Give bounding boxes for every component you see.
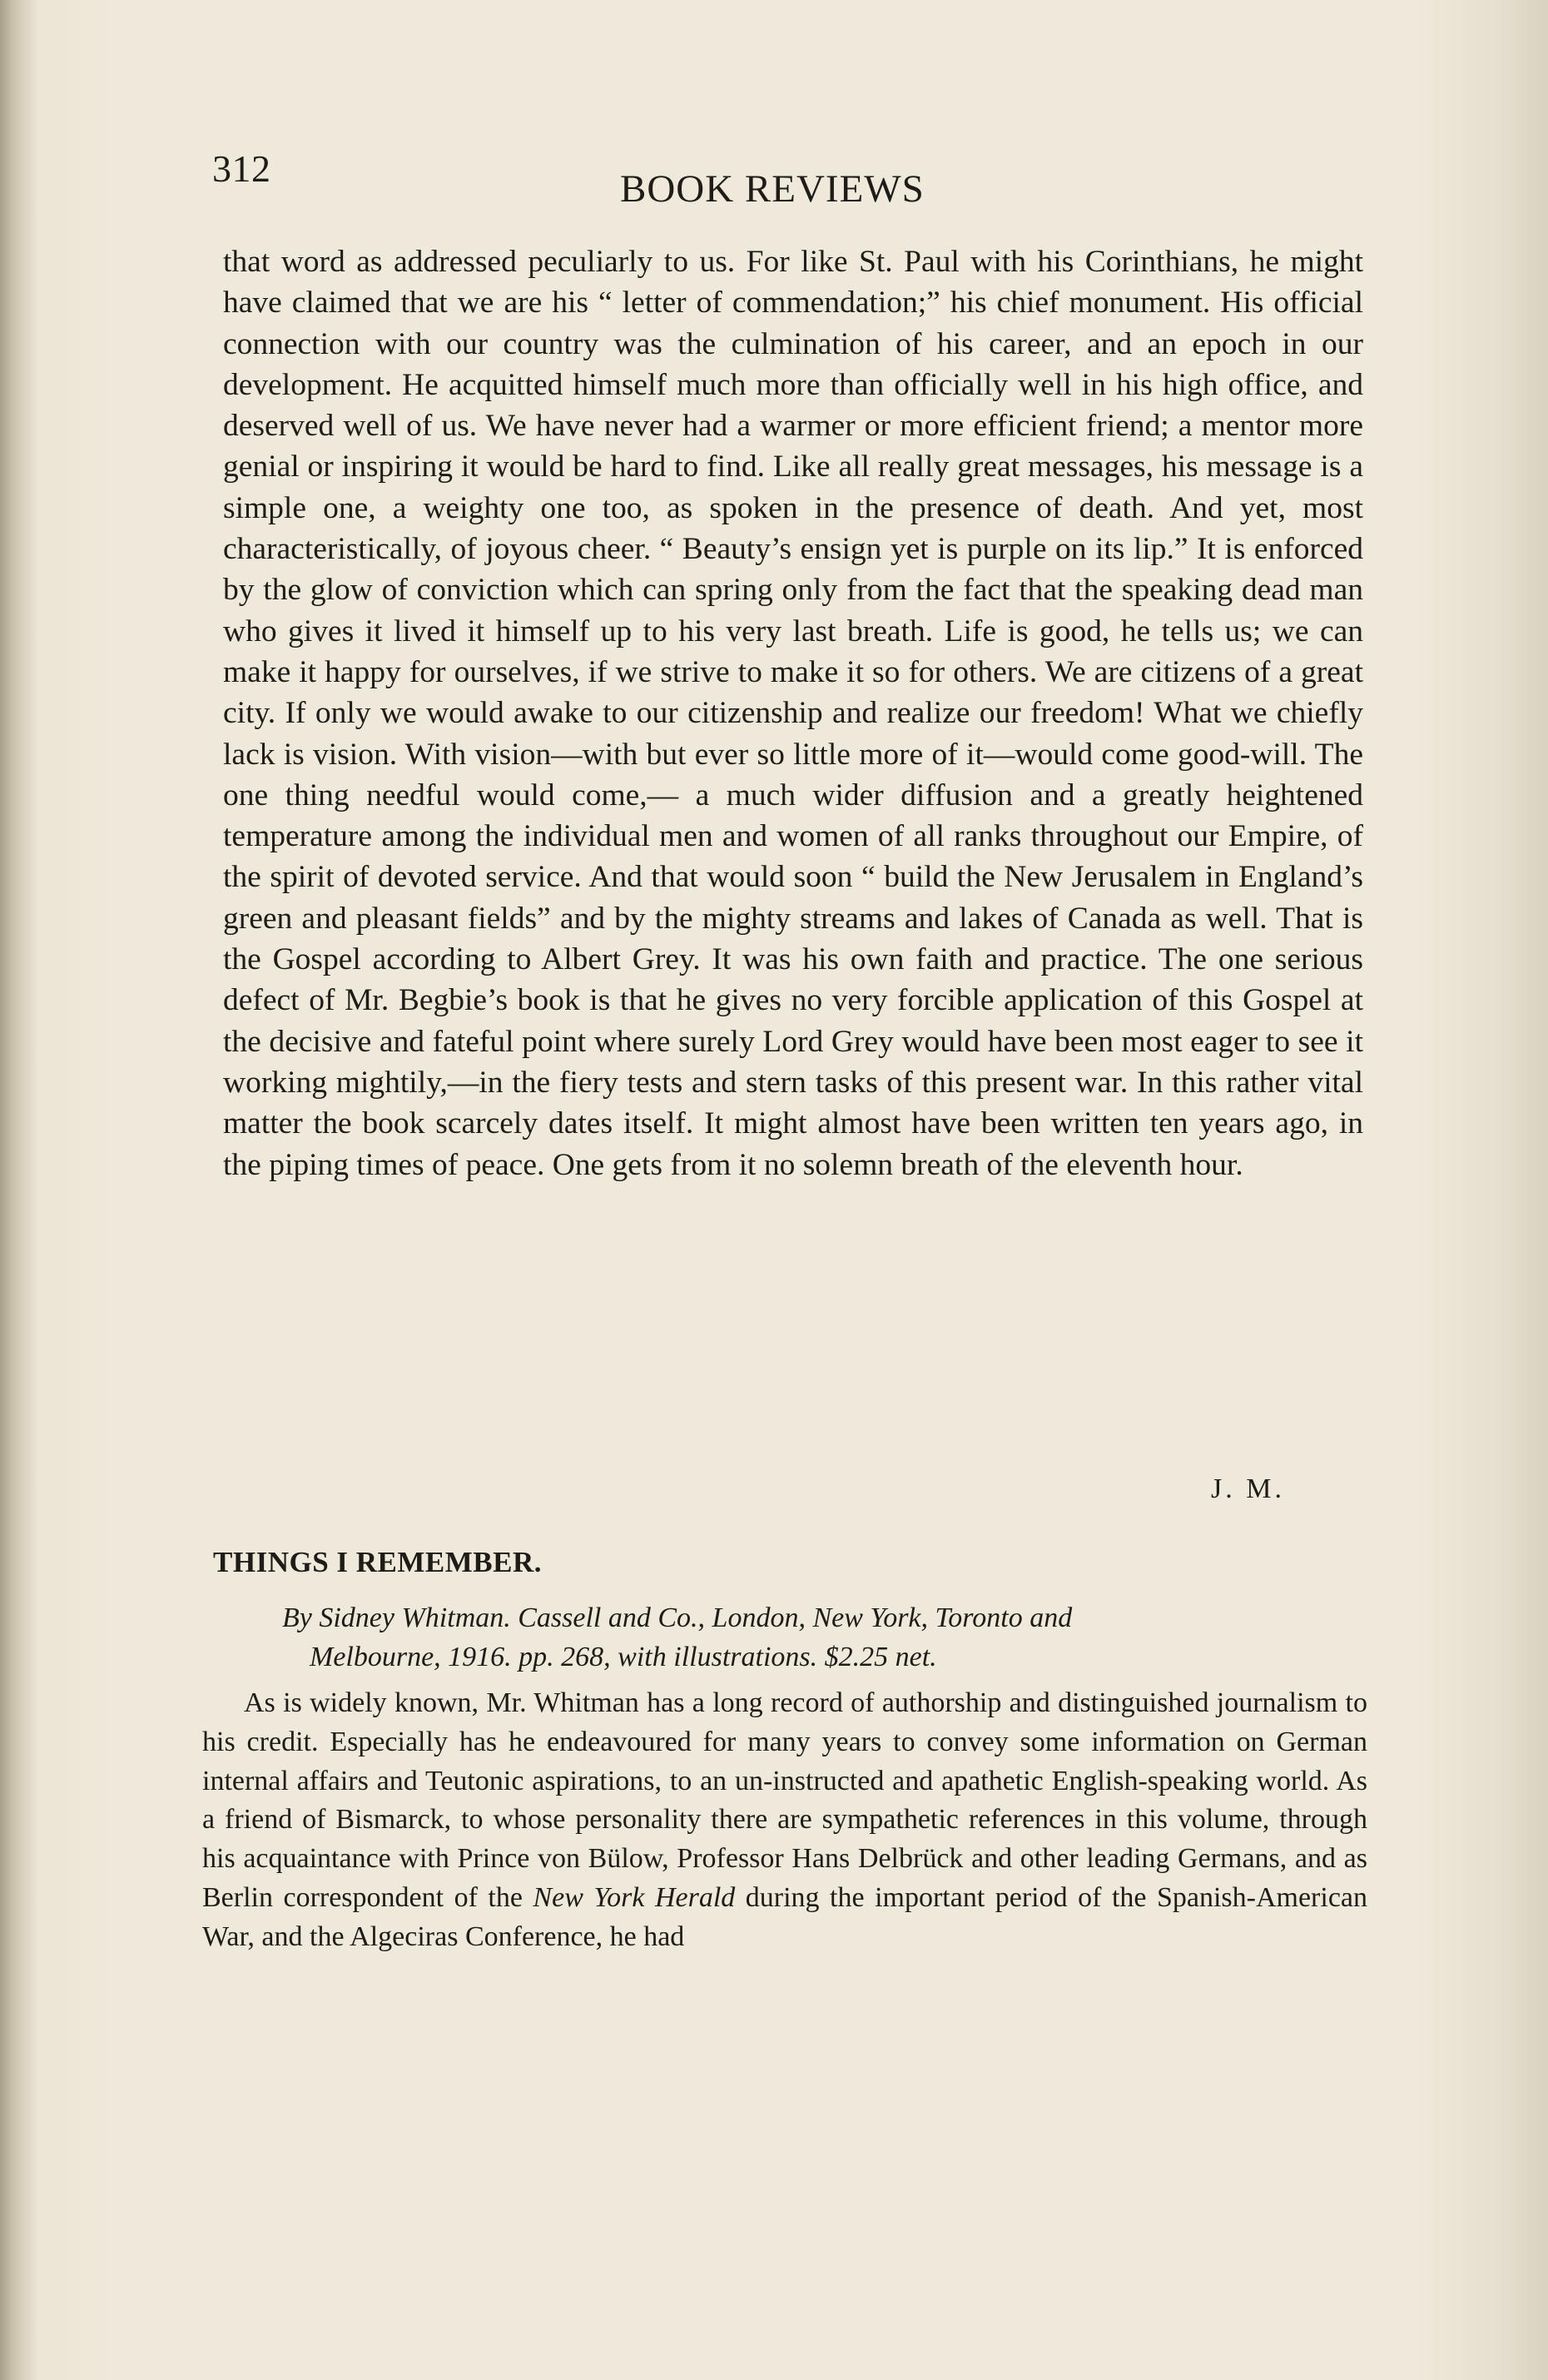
reviewer-signature: J. M. <box>1211 1473 1285 1504</box>
paragraph-text: As is widely known, Mr. Whitman has a long record of authorship and distinguished journalism to his credit. Especially has he endeavoured for many years to convey some information on German internal affairs and Teutonic aspirations, to an un-instructed and apathetic English-speaking world. As a friend of Bismarck, to whose personality there are sympathetic references in this volume, through his acquaintance with Prince von Bülow, Professor Hans Delbrück and other leading Germans, and as Berlin correspondent of the <box>202 1687 1367 1913</box>
paragraph-text: during the important period of the Spanish-American War, and the Algeciras Conference, he had <box>202 1881 1368 1952</box>
page-number: 312 <box>212 147 271 190</box>
newspaper-title: New York Herald <box>533 1881 736 1913</box>
review-body <box>202 1684 1367 1957</box>
book-binding-shadow <box>0 0 38 2380</box>
review-paragraph <box>202 1684 1367 1957</box>
review-title: THINGS I REMEMBER. <box>213 1546 543 1578</box>
imprint-line: By Sidney Whitman. Cassell and Co., London, New York, Toronto and <box>282 1602 1073 1633</box>
imprint-line: Melbourne, 1916. pp. 268, with illustrations. $2.25 net. <box>310 1642 937 1672</box>
book-imprint <box>212 1598 1369 1677</box>
running-title: BOOK REVIEWS <box>620 167 925 211</box>
review-paragraph: that word as addressed peculiarly to us. For like St. Paul with his Corinthians, he might have claimed that we are his “ letter of commendation;” his chief monument. His official connection with our country was the culmination of his career, and an epoch in our development. He acquitted himself much more than officially well in his high office, and deserved well of us. We have never had a warmer or more efficient friend; a mentor more genial or inspiring it would be hard to find. Like all really great messages, his message is a simple one, a weighty one too, as spoken in the presence of death. And yet, most characteristically, of joyous cheer. “ Beauty’s ensign yet is purple on its lip.” It is enforced by the glow of conviction which can spring only from the fact that the speaking dead man who gives it lived it himself up to his very last breath. Life is good, he tells us; we can make it happy for ourselves, if we strive to make it so for others. We are citizens of a great city. If only we would awake to our citizenship and realize our freedom! What we chiefly lack is vision. With vision—with but ever so little more of it—would come good-will. The one thing needful would come,— a much wider diffusion and a greatly heightened temperature among the individual men and women of all ranks throughout our Empire, of the spirit of devoted service. And that would soon “ build the New Jerusalem in England’s green and pleasant fields” and by the mighty streams and lakes of Canada as well. That is the Gospel according to Albert Grey. It was his own faith and practice. The one serious defect of Mr. Begbie’s book is that he gives no very forcible application of this Gospel at the decisive and fateful point where surely Lord Grey would have been most eager to see it working mightily,—in the fiery tests and stern tasks of this present war. In this rather vital matter the book scarcely dates itself. It might almost have been written ten years ago, in the piping times of peace. One gets from it no solemn breath of the eleventh hour. <box>223 245 1363 1182</box>
review-continuation <box>223 241 1363 1185</box>
